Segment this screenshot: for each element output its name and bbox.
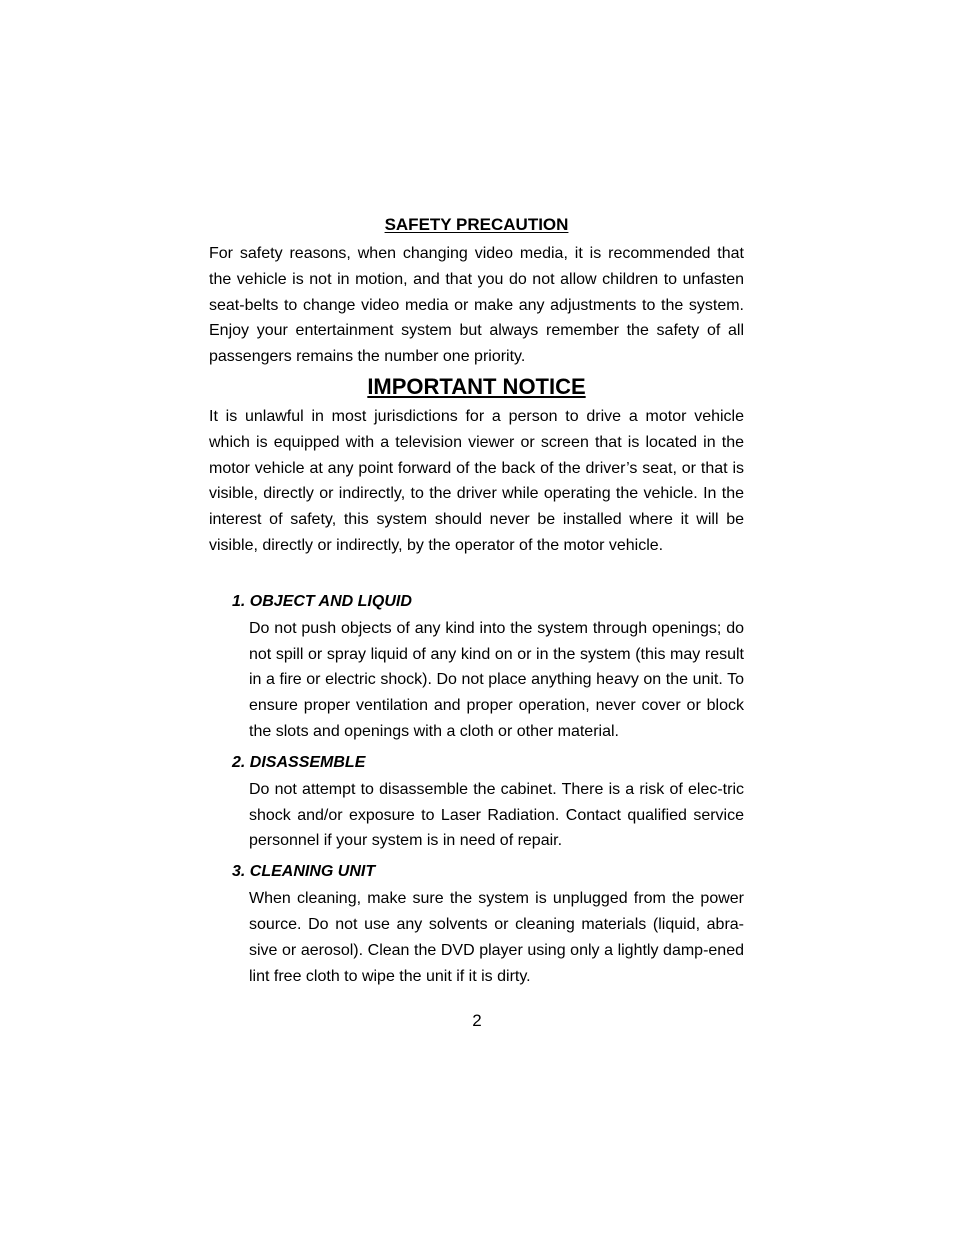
section-disassemble: [209, 751, 744, 854]
important-notice-text: It is unlawful in most jurisdictions for a person to drive a motor vehicle which is equipped with a television viewer or screen that is located in the motor vehicle at any point forward of the back of the driver’s seat, or that is visible, directly or indirectly, to the driver while operating the vehicle. In the interest of safety, this system should never be installed where it will be visible, directly or indirectly, by the operator of the motor vehicle.: [209, 407, 744, 554]
section-heading: 3. CLEANING UNIT: [232, 863, 376, 881]
spacer: [209, 559, 744, 590]
section-heading: 1. OBJECT AND LIQUID: [232, 592, 412, 610]
section-text: Do not attempt to disassemble the cabinet. There is a risk of elec-tric shock and/or exposure to Laser Radiation. Contact qualified service personnel if your system is in need of repair.: [249, 780, 744, 850]
section-text: When cleaning, make sure the system is unplugged from the power source. Do not use any solvents or cleaning materials (liquid, abra-sive or aerosol). Clean the DVD player using only a lightly damp-ened lint free cloth to wipe the unit if it is dirty.: [249, 890, 744, 985]
manual-page: [209, 213, 744, 995]
safety-precaution-text: For safety reasons, when changing video media, it is recommended that the vehicle is not in motion, and that you do not allow children to unfasten seat-belts to change video media or make any adjustments to the system. Enjoy your entertainment system but always remember the safety of all passengers remains the number one priority.: [209, 245, 744, 366]
section-text: Do not push objects of any kind into the system through openings; do not spill or spray liquid of any kind on or in the system (this may result in a fire or electric shock). Do not place anything heavy on the unit. To ensure proper ventilation and proper operation, never cover or block the slots and openings with a cloth or other material.: [249, 619, 744, 740]
important-notice-heading: IMPORTANT NOTICE: [367, 373, 586, 399]
page-number: 2: [472, 1011, 482, 1030]
safety-precaution-heading: SAFETY PRECAUTION: [384, 215, 569, 234]
section-heading: 2. DISASSEMBLE: [232, 753, 366, 771]
section-object-and-liquid: [209, 590, 744, 745]
section-cleaning-unit: [209, 860, 744, 989]
